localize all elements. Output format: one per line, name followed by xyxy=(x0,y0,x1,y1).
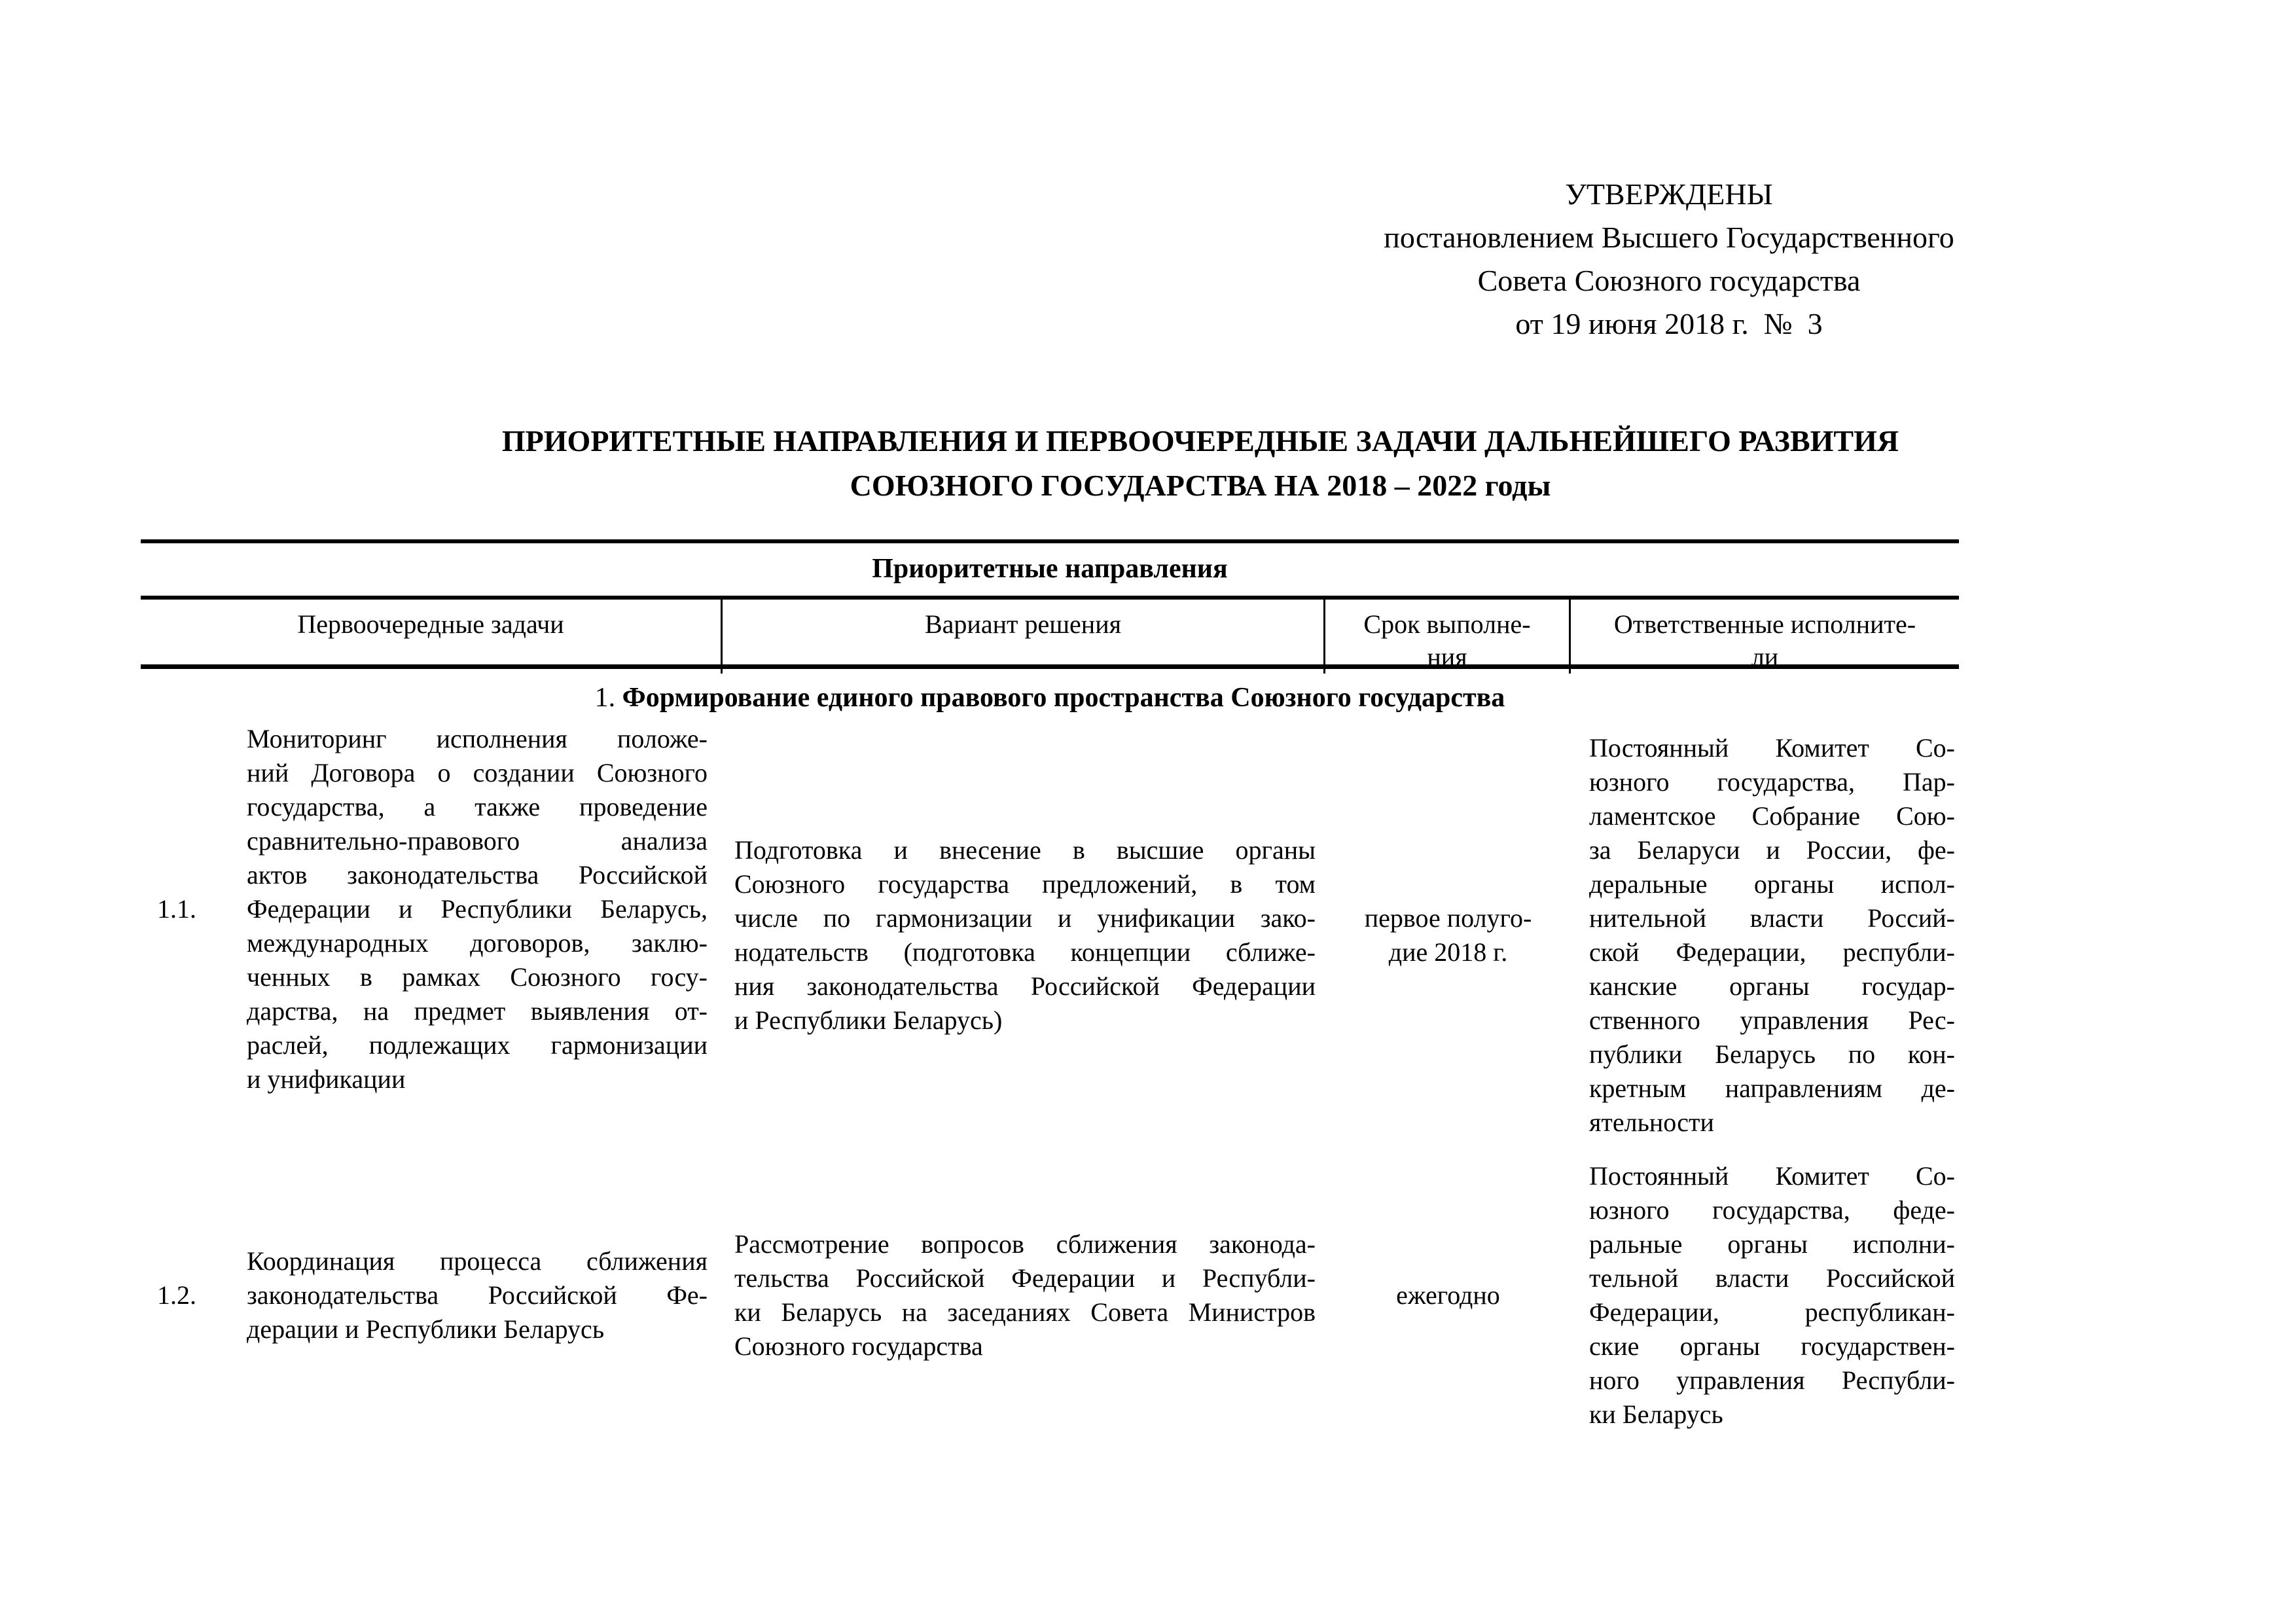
executors-cell: Постоянный Комитет Со- юзного государства, Пар- ламентское Собрание Сою- за Беларуси и России, фе- деральные органы испол- нительной власти Россий- ской Федерации, республи- канские органы государ- ственного управления Рес- публики Беларусь по кон- кретным направлениям де- ятельности xyxy=(1589,732,1955,1137)
deadline-cell: ежегодно xyxy=(1396,1280,1500,1310)
table-header-row xyxy=(141,600,1959,672)
row-number: 1.2. xyxy=(157,1280,196,1310)
deadline-cell: первое полуго- дие 2018 г. xyxy=(1364,903,1532,967)
task-cell xyxy=(141,723,723,1123)
approval-block: УТВЕРЖДЕНЫ постановлением Высшего Государственного Совета Союзного государства от 19 июня 2018 г. № 3 xyxy=(1384,177,1954,340)
row-number: 1.1. xyxy=(157,894,196,924)
table-caption: Приоритетные направления xyxy=(141,543,1959,600)
table-row-1-2 xyxy=(141,1146,1959,1444)
section-title: Формирование единого правового пространства Союзного государства xyxy=(622,683,1505,713)
task-text: Мониторинг исполнения положе- ний Договора о создании Союзного государства, а также проведение сравнительно-правового анализа актов законодательства Российской Федерации и Республики Беларусь, международных договоров, заклю- ченных в рамках Союзного госу- дарства, на предмет выявления от- раслей, подлежащих гармонизации и унификации xyxy=(247,723,708,1094)
column-header-tasks: Первоочередные задачи xyxy=(141,600,723,674)
column-header-executors: Ответственные исполните- ли xyxy=(1613,609,1916,672)
executors-cell: Постоянный Комитет Со- юзного государства, феде- ральные органы исполни- тельной власти Российской Федерации, республикан- ские органы государствен- ного управления Республи- ки Беларусь xyxy=(1589,1161,1955,1429)
column-header-solution: Вариант решения xyxy=(723,600,1325,674)
table-row-1-1 xyxy=(141,724,1959,1146)
section-row xyxy=(141,669,1959,724)
solution-cell: Рассмотрение вопросов сближения законода- тельства Российской Федерации и Республи- ки Беларусь на заседаниях Совета Министров Союзного государства xyxy=(734,1229,1316,1361)
task-cell xyxy=(141,1244,723,1346)
priorities-table xyxy=(141,539,1959,1444)
column-header-deadline: Срок выполне- ния xyxy=(1325,600,1571,674)
document-title: ПРИОРИТЕТНЫЕ НАПРАВЛЕНИЯ И ПЕРВООЧЕРЕДНЫЕ ЗАДАЧИ ДАЛЬНЕЙШЕГО РАЗВИТИЯ СОЮЗНОГО ГОСУДАРСТВА НА 2018 – 2022 годы xyxy=(501,424,1899,502)
task-text: Координация процесса сближения законодательства Российской Фе- дерации и Республики Беларусь xyxy=(247,1246,708,1344)
section-number: 1. xyxy=(594,683,616,713)
solution-cell: Подготовка и внесение в высшие органы Союзного государства предложений, в том числе по гармонизации и унификации зако- нодательств (подготовка концепции сближе- ния законодательства Российской Федерации и Республики Беларусь) xyxy=(734,835,1316,1035)
